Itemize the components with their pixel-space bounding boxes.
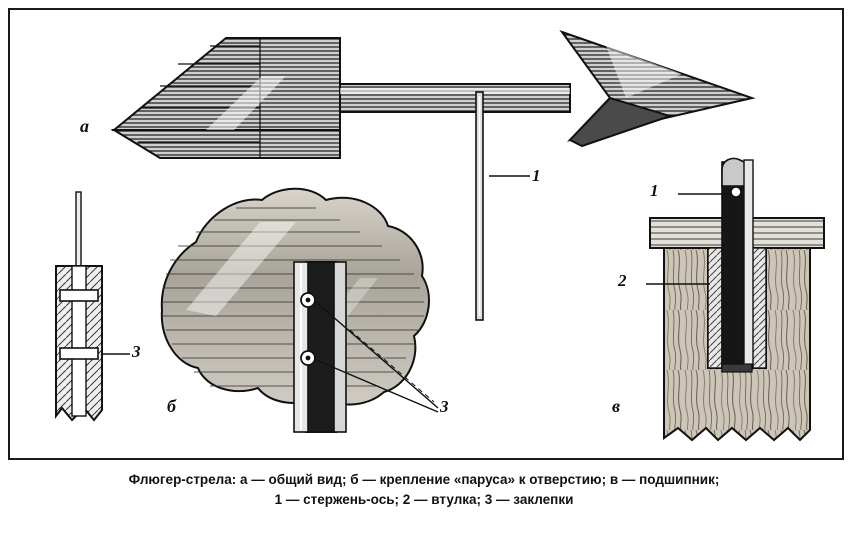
figure-frame (8, 8, 844, 460)
weather-vane-drawing (10, 10, 842, 458)
detail-rivet-top (60, 290, 98, 301)
bearing-rod-hole (731, 187, 741, 197)
bearing-assembly (646, 158, 824, 440)
detail-inner-channel (72, 266, 86, 416)
caption-line-2: 1 — стержень-ось; 2 — втулка; 3 — заклепки (274, 492, 574, 508)
rivet-upper-center (306, 298, 311, 303)
part-label-v: в (612, 396, 621, 416)
callout-1-bearing-rod: 1 (650, 181, 659, 200)
sail-rod-axis (306, 262, 336, 432)
arrow-shaft-highlight (340, 88, 570, 94)
figure-caption (8, 470, 840, 511)
fletching-lower (114, 130, 340, 158)
rivet-detail-section (56, 192, 130, 420)
bearing-rod-highlight-strip (744, 160, 753, 368)
sail-attachment-assembly (162, 189, 438, 432)
detail-pin (76, 192, 81, 266)
bushing-wall-right (752, 248, 766, 368)
callout-3-rivets-center: 3 (440, 397, 449, 416)
caption-line-1: Флюгер-стрела: а — общий вид; б — крепление «паруса» к отверстию; в — подшипник; (128, 472, 720, 487)
callout-3-rivet-left: 3 (132, 342, 141, 361)
sail-bracket-right (334, 262, 346, 432)
bearing-rod-foot (722, 364, 752, 372)
callout-1-rod-axis: 1 (532, 166, 541, 185)
part-label-a: а (80, 116, 89, 136)
bushing-wall-left (708, 248, 722, 368)
part-label-b: б (167, 396, 176, 416)
rivet-lower-center (306, 356, 311, 361)
callout-2-bushing: 2 (618, 271, 627, 290)
detail-rivet-bottom (60, 348, 98, 359)
